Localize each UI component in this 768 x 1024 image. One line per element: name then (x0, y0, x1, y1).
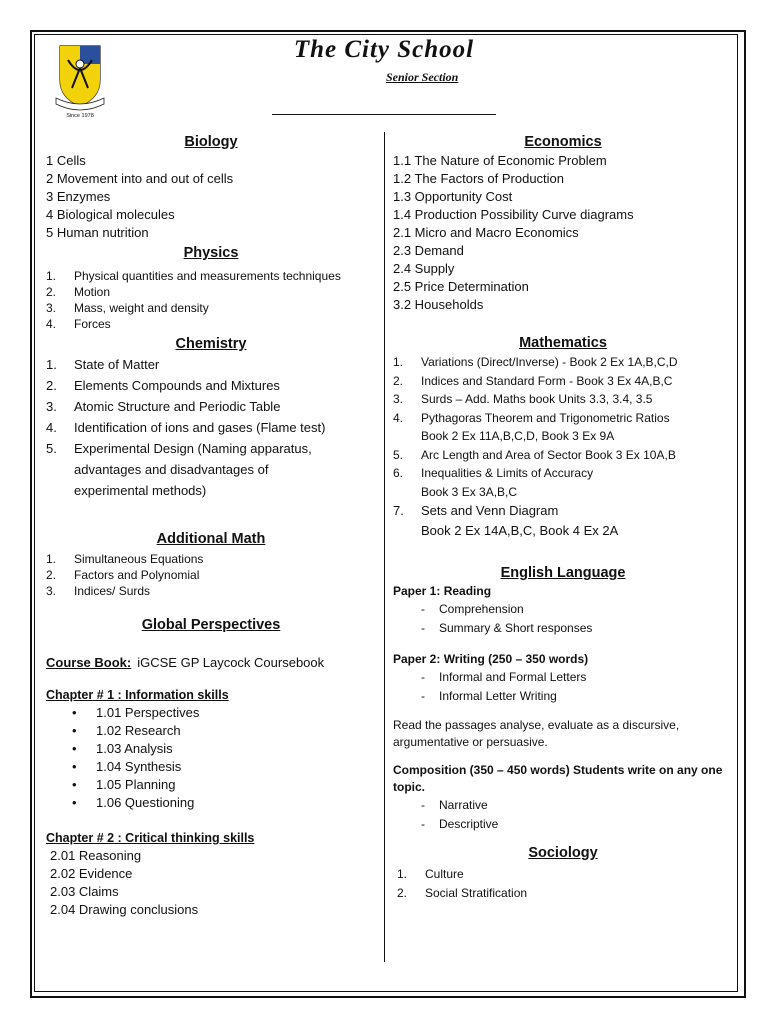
mathematics-list (393, 353, 733, 541)
chapter-2-list (46, 847, 376, 919)
sociology-heading: Sociology (528, 845, 598, 861)
paper-1-list (393, 600, 733, 638)
biology-list (46, 152, 376, 242)
paper-2-list (393, 668, 733, 706)
list-item: 2.04 Drawing conclusions (50, 902, 199, 917)
list-item: 2.03 Claims (50, 884, 119, 899)
paper-2-heading: Paper 2: Writing (250 – 350 words) (393, 652, 589, 666)
economics-list (393, 152, 733, 314)
list-item: 2.3 Demand (393, 243, 464, 258)
list-item: 5. Experimental Design (Naming apparatus, advantages and disadvantages of experimental methods) (46, 441, 312, 498)
list-item: - Informal and Formal Letters (393, 668, 733, 687)
list-item: • 1.05 Planning (46, 776, 376, 794)
list-item: 1 Cells (46, 153, 86, 168)
list-item: 1.4 Production Possibility Curve diagrams (393, 207, 634, 222)
logo-since-text: Since 1978 (66, 113, 94, 118)
english-heading: English Language (500, 565, 626, 581)
chapter-1-list (46, 704, 376, 812)
composition-heading: Composition (350 – 450 words) Students write on any one topic. (393, 763, 723, 794)
physics-heading: Physics (183, 245, 239, 261)
chapter-1-heading: Chapter # 1 : Information skills (46, 688, 229, 702)
list-item: 4. Pythagoras Theorem and Trigonometric Ratios Book 2 Ex 11A,B,C,D, Book 3 Ex 9A (393, 410, 670, 443)
list-item: 3. Atomic Structure and Periodic Table (46, 399, 281, 414)
chemistry-list (46, 354, 376, 501)
course-book-value: iGCSE GP Laycock Coursebook (137, 655, 325, 670)
right-column (393, 132, 733, 903)
additional-math-list (46, 551, 376, 599)
list-item: 1.1 The Nature of Economic Problem (393, 153, 607, 168)
list-item: 3 Enzymes (46, 189, 111, 204)
list-item: 4. Forces (46, 317, 111, 331)
list-item: 2.01 Reasoning (50, 848, 142, 863)
list-item: 1.2 The Factors of Production (393, 171, 565, 186)
additional-math-heading: Additional Math (156, 531, 266, 547)
list-item: 3. Mass, weight and density (46, 301, 209, 315)
list-item: 7. Sets and Venn Diagram Book 2 Ex 14A,B,C, Book 4 Ex 2A (393, 503, 619, 538)
mathematics-heading: Mathematics (519, 335, 607, 351)
list-item: 2. Indices and Standard Form - Book 3 Ex 4A,B,C (393, 373, 673, 388)
list-item: - Descriptive (393, 815, 733, 834)
chemistry-heading: Chemistry (175, 336, 247, 352)
chapter-2-heading: Chapter # 2 : Critical thinking skills (46, 831, 255, 845)
list-item: 6. Inequalities & Limits of Accuracy Book 3 Ex 3A,B,C (393, 466, 594, 499)
column-divider (384, 132, 385, 962)
list-item: 4 Biological molecules (46, 207, 175, 222)
list-item: 5 Human nutrition (46, 225, 149, 240)
course-book-label: Course Book: (46, 655, 132, 670)
list-item: - Comprehension (393, 600, 733, 619)
global-perspectives-heading: Global Perspectives (141, 617, 281, 633)
list-item: • 1.01 Perspectives (46, 704, 376, 722)
list-item: 2. Factors and Polynomial (46, 568, 200, 582)
section-subtitle: Senior Section (386, 70, 459, 84)
list-item: 2.02 Evidence (50, 866, 133, 881)
list-item: 1. State of Matter (46, 357, 160, 372)
list-item: 3. Indices/ Surds (46, 584, 151, 598)
list-item: 2. Social Stratification (397, 886, 528, 900)
list-item: • 1.03 Analysis (46, 740, 376, 758)
list-item: - Informal Letter Writing (393, 687, 733, 706)
list-item: • 1.04 Synthesis (46, 758, 376, 776)
list-item: 2.1 Micro and Macro Economics (393, 225, 579, 240)
list-item: • 1.06 Questioning (46, 794, 376, 812)
list-item: 1. Variations (Direct/Inverse) - Book 2 Ex 1A,B,C,D (393, 355, 678, 369)
list-item: 2.4 Supply (393, 261, 455, 276)
physics-list (46, 268, 376, 332)
list-item: 1.3 Opportunity Cost (393, 189, 513, 204)
economics-heading: Economics (524, 134, 602, 150)
header-divider (272, 114, 496, 115)
list-item: 2 Movement into and out of cells (46, 171, 234, 186)
course-book-line (46, 654, 376, 672)
sociology-list (393, 865, 733, 903)
list-item: 2. Elements Compounds and Mixtures (46, 378, 280, 393)
list-item: 4. Identification of ions and gases (Flame test) (46, 420, 326, 435)
passage-text: Read the passages analyse, evaluate as a discursive, argumentative or persuasive. (393, 718, 680, 749)
list-item: 5. Arc Length and Area of Sector Book 3 Ex 10A,B (393, 447, 676, 462)
biology-heading: Biology (184, 134, 238, 150)
list-item: 3.2 Households (393, 297, 484, 312)
list-item: • 1.02 Research (46, 722, 376, 740)
list-item: 1. Physical quantities and measurements techniques (46, 269, 341, 283)
composition-list (393, 796, 733, 834)
paper-1-heading: Paper 1: Reading (393, 584, 492, 598)
left-column (46, 132, 376, 919)
list-item: 1. Culture (397, 867, 464, 881)
list-item: 1. Simultaneous Equations (46, 552, 204, 566)
list-item: - Narrative (393, 796, 733, 815)
list-item: 3. Surds – Add. Maths book Units 3.3, 3.4, 3.5 (393, 392, 653, 406)
list-item: 2. Motion (46, 285, 111, 299)
list-item: - Summary & Short responses (393, 619, 733, 638)
list-item: 2.5 Price Determination (393, 279, 529, 294)
school-title: The City School (293, 36, 475, 63)
